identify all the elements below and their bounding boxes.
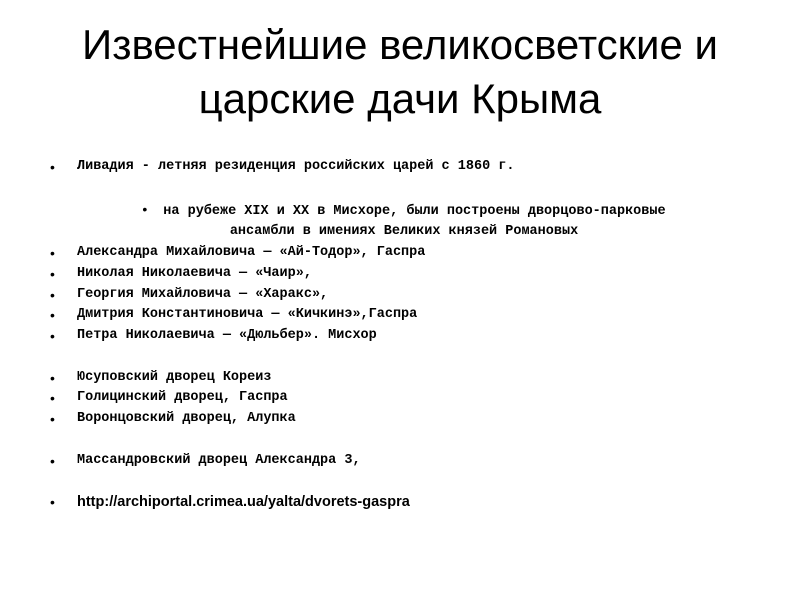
- list-item-kharaks: [44, 285, 764, 306]
- list-item-mishor-note: [44, 199, 764, 244]
- bullet-dot: •: [50, 411, 55, 427]
- list-item-link: [44, 492, 764, 513]
- bullet-dot: •: [50, 265, 55, 282]
- bullet-dot: •: [50, 245, 55, 261]
- list-item-text-line-1: на рубеже XIX и XX в Мисхоре, были построены дворцово-парковые: [163, 203, 666, 219]
- bullet-dot: •: [50, 452, 55, 469]
- list-item-text: Дмитрия Константиновича — «Кичкинэ»,Гаспра: [77, 307, 418, 323]
- list-item-text: Николая Николаевича — «Чаир»,: [77, 265, 312, 281]
- list-item-livadia: [44, 157, 764, 178]
- title-line-2: царские дачи Крыма: [198, 75, 602, 122]
- bullet-dot: •: [50, 369, 55, 386]
- slide-title: [40, 18, 760, 126]
- bullet-list: [44, 157, 764, 513]
- list-item-ai-todor: [44, 243, 764, 264]
- bullet-dot: •: [142, 200, 148, 217]
- list-item-text: Голицинский дворец, Гаспра: [77, 390, 288, 406]
- bullet-dot: •: [50, 390, 55, 407]
- list-item-kichkine: [44, 305, 764, 326]
- list-item-text: Петра Николаевича — «Дюльбер». Мисхор: [77, 328, 377, 343]
- list-item-dulber: [44, 326, 764, 347]
- list-item-chair: [44, 264, 764, 285]
- list-item-yusupov: [44, 368, 764, 389]
- list-item-text: Георгия Михайловича — «Харакс»,: [77, 286, 329, 302]
- bullet-dot: •: [50, 328, 55, 344]
- title-line-1: Известнейшие великосветские и: [82, 21, 718, 68]
- list-item-text: Юсуповский дворец Кореиз: [77, 369, 272, 385]
- list-item-text: Воронцовский дворец, Алупка: [77, 411, 296, 426]
- list-item-text: Массандровский дворец Александра 3,: [77, 452, 361, 468]
- bullet-dot: •: [50, 286, 55, 303]
- list-item-vorontsov: [44, 409, 764, 430]
- archiportal-link[interactable]: http://archiportal.crimea.ua/yalta/dvorets-gaspra: [77, 494, 410, 510]
- bullet-dot: •: [50, 494, 55, 510]
- list-item-text: Ливадия - летняя резиденция российских царей с 1860 г.: [77, 159, 515, 174]
- list-item-text: Александра Михайловича — «Ай-Тодор», Гаспра: [77, 245, 426, 260]
- list-item-golitsyn: [44, 388, 764, 409]
- bullet-dot: •: [50, 159, 55, 175]
- bullet-dot: •: [50, 307, 55, 324]
- list-item-text-line-2: ансамбли в имениях Великих князей Романовых: [229, 224, 579, 240]
- list-item-massandra: [44, 451, 764, 472]
